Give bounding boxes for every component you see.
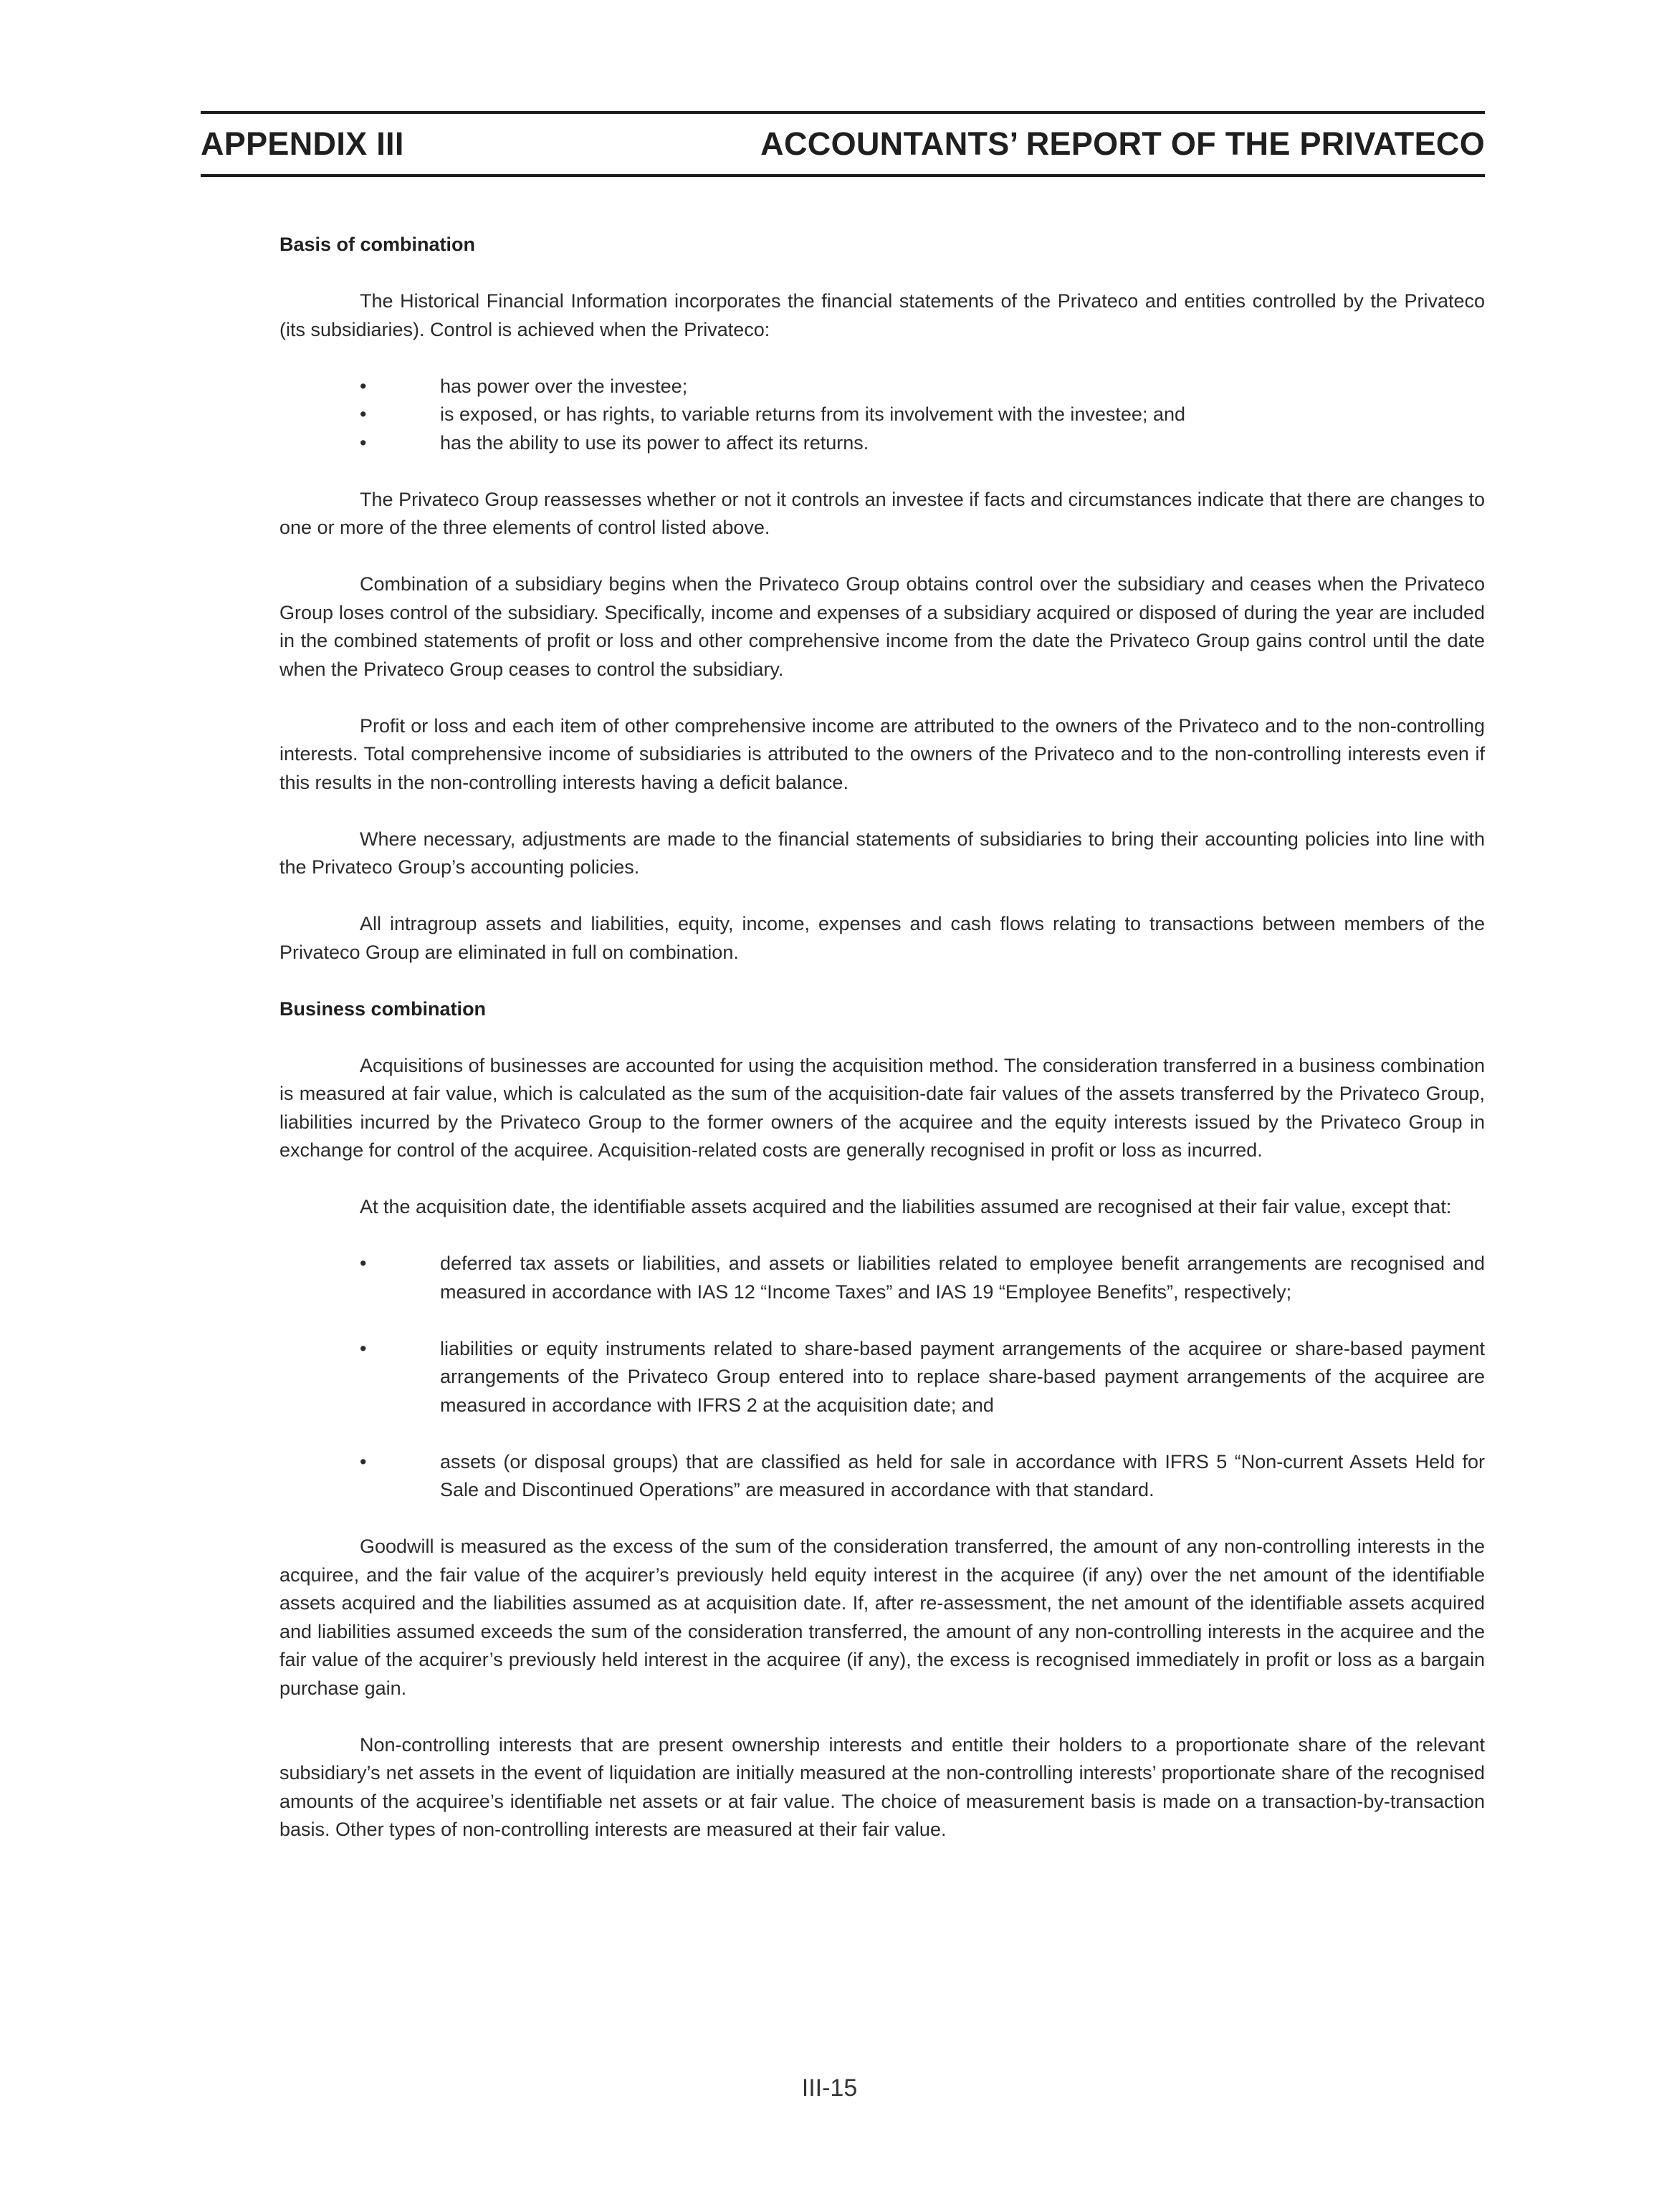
list-item: • assets (or disposal groups) that are classified as held for sale in accordance with IFRS 5 “Non-current Assets Held for Sale and Discontinued Operations” are measured in accordance with that standard. — [279, 1448, 1485, 1505]
list-item: • liabilities or equity instruments related to share-based payment arrangements of the acquiree or share-based payment arrangements of the Privateco Group entered into to replace share-based payment arrangements of the acquiree are measured in accordance with IFRS 2 at the acquisition date; and — [279, 1335, 1485, 1420]
paragraph: All intragroup assets and liabilities, equity, income, expenses and cash flows relating to transactions between members of the Privateco Group are eliminated in full on combination. — [279, 913, 1485, 963]
exceptions-list — [279, 1250, 1485, 1505]
paragraph: Profit or loss and each item of other comprehensive income are attributed to the owners of the Privateco and to the non-controlling interests. Total comprehensive income of subsidiaries is attributed to the owners of the Privateco and to the non-controlling interests even if this results in the non-controlling interests having a deficit balance. — [279, 714, 1485, 793]
paragraph: Where necessary, adjustments are made to the financial statements of subsidiaries to bring their accounting policies into line with the Privateco Group’s accounting policies. — [279, 828, 1485, 878]
paragraph: The Historical Financial Information incorporates the financial statements of the Privateco and entities controlled by the Privateco (its subsidiaries). Control is achieved when the Privateco: — [279, 290, 1485, 340]
bullet-icon: • — [360, 375, 367, 397]
bullet-icon: • — [360, 403, 367, 425]
list-item: • deferred tax assets or liabilities, and assets or liabilities related to employee benefit arrangements are recognised and measured in accordance with IAS 12 “Income Taxes” and IAS 19 “Employee Benefits”, respectively; — [279, 1250, 1485, 1306]
paragraph: Goodwill is measured as the excess of the sum of the consideration transferred, the amount of any non-controlling interests in the acquiree, and the fair value of the acquirer’s previously held equity interest in the acquiree (if any) over the net amount of the identifiable assets acquired and the liabilities assumed as at acquisition date. If, after re-assessment, the net amount of the identifiable assets acquired and liabilities assumed exceeds the sum of the consideration transferred, the amount of any non-controlling interests in the acquiree and the fair value of the acquirer’s previously held interest in the acquiree (if any), the excess is recognised immediately in profit or loss as a bargain purchase gain. — [279, 1536, 1485, 1699]
appendix-label: APPENDIX III — [201, 125, 404, 162]
document-body — [279, 231, 1485, 1844]
paragraph: Combination of a subsidiary begins when the Privateco Group obtains control over the subsidiary and ceases when the Privateco Group loses control of the subsidiary. Specifically, income and expenses of a subsidiary acquired or disposed of during the year are included in the combined statements of profit or loss and other comprehensive income from the date the Privateco Group gains control until the date when the Privateco Group ceases to control the subsidiary. — [279, 573, 1485, 680]
section-heading-basis: Basis of combination — [279, 234, 476, 255]
bullet-icon: • — [360, 1337, 367, 1359]
list-item: • has power over the investee; — [279, 373, 1485, 401]
report-title: ACCOUNTANTS’ REPORT OF THE PRIVATECO — [760, 125, 1485, 162]
control-criteria-list — [279, 373, 1485, 458]
list-item: • has the ability to use its power to affect its returns. — [279, 429, 1485, 458]
bullet-icon: • — [360, 1450, 367, 1473]
paragraph: Acquisitions of businesses are accounted for using the acquisition method. The consideration transferred in a business combination is measured at fair value, which is calculated as the sum of the acquisition-date fair values of the assets transferred by the Privateco Group, liabilities incurred by the Privateco Group to the former owners of the acquiree and the equity interests issued by the Privateco Group in exchange for control of the acquiree. Acquisition-related costs are generally recognised in profit or loss as incurred. — [279, 1054, 1485, 1161]
section-heading-business: Business combination — [279, 997, 487, 1020]
paragraph: At the acquisition date, the identifiable assets acquired and the liabilities assumed are recognised at their fair value, except that: — [360, 1196, 1452, 1217]
paragraph: The Privateco Group reassesses whether or not it controls an investee if facts and circumstances indicate that there are changes to one or more of the three elements of control listed above. — [279, 488, 1485, 538]
page-number: III-15 — [801, 2074, 858, 2102]
list-item: • is exposed, or has rights, to variable returns from its involvement with the investee; and — [279, 401, 1485, 429]
page-header — [201, 111, 1485, 177]
bullet-icon: • — [360, 1253, 367, 1274]
bullet-icon: • — [360, 431, 367, 454]
paragraph: Non-controlling interests that are present ownership interests and entitle their holders to a proportionate share of the relevant subsidiary’s net assets in the event of liquidation are initially measured at the non-controlling interests’ proportionate share of the recognised amounts of the acquiree’s identifiable net assets or at fair value. The choice of measurement basis is made on a transaction-by-transaction basis. Other types of non-controlling interests are measured at their fair value. — [279, 1733, 1485, 1840]
